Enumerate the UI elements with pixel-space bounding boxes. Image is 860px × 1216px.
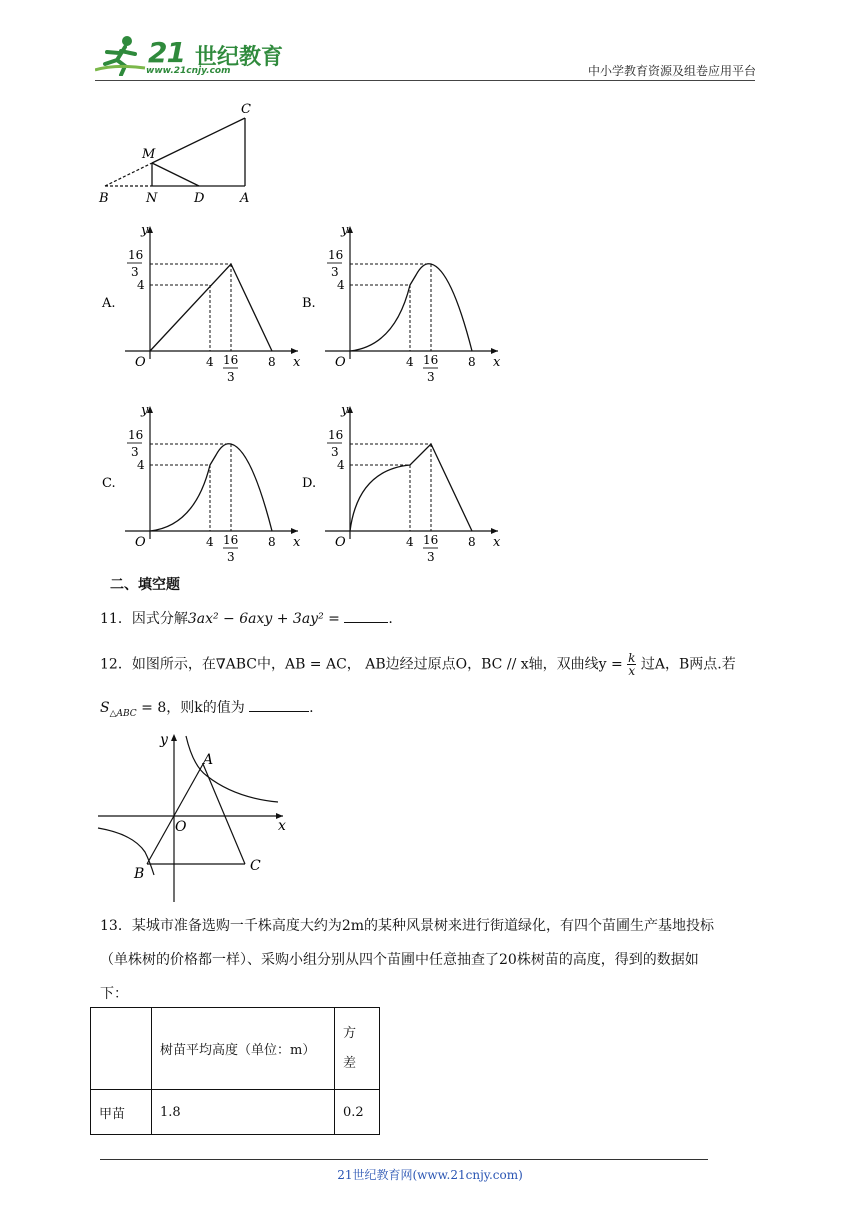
function-curve	[150, 444, 272, 531]
axis-label-y: y	[141, 403, 149, 418]
q12-line1-b: 过A，B两点.若	[640, 656, 736, 673]
q12-frac-den: x	[628, 664, 636, 678]
function-curve	[350, 444, 472, 531]
logo-url: www.21cnjy.com	[146, 66, 231, 76]
x-tick-8: 8	[468, 355, 476, 369]
y-tick-frac-num: 16	[128, 428, 144, 442]
table-cell: 甲苗	[91, 1090, 152, 1135]
label-a: A	[240, 191, 250, 206]
y-tick-4: 4	[337, 458, 345, 472]
table-header-row	[91, 1008, 380, 1090]
y-tick-frac-den: 3	[131, 445, 139, 459]
q12-period: .	[309, 700, 314, 716]
table-cell: 1.8	[152, 1090, 335, 1135]
label-n: N	[146, 191, 158, 206]
y-tick-frac-num: 16	[128, 248, 144, 262]
label-m: M	[142, 147, 156, 162]
figure-hyperbola	[95, 730, 295, 905]
option-letter: C.	[102, 476, 116, 491]
q11-text: 因式分解	[131, 611, 188, 627]
header-divider	[95, 80, 755, 81]
origin-label: O	[135, 355, 146, 370]
y-tick-frac-den: 3	[331, 445, 339, 459]
question-12-line2	[100, 697, 314, 724]
axis-label-x: x	[293, 535, 301, 550]
platform-name: 中小学教育资源及组卷应用平台	[587, 64, 756, 78]
option-a[interactable]	[100, 218, 305, 387]
x-tick-4: 4	[206, 355, 214, 369]
question-12-line1	[100, 652, 736, 677]
y-tick-4: 4	[137, 278, 145, 292]
option-letter: A.	[102, 296, 116, 311]
question-13-line1: 13．某城市准备选购一千株高度大约为2m的某种风景树来进行街道绿化，有四个苗圃生产基地投标	[100, 918, 714, 934]
fig12-label-y: y	[160, 732, 168, 748]
logo-text: 世纪教育	[195, 45, 284, 70]
q12-line2-b: = 8，则k的值为	[141, 700, 245, 716]
x-tick-frac-num: 16	[423, 353, 439, 367]
y-tick-4: 4	[337, 278, 345, 292]
x-tick-frac-den: 3	[427, 550, 435, 563]
header-variance-1: 方	[343, 1025, 357, 1041]
x-tick-8: 8	[268, 535, 276, 549]
x-tick-4: 4	[406, 535, 414, 549]
axis-label-y: y	[141, 223, 149, 238]
q12-s-sub: △ABC	[109, 708, 137, 719]
fig12-label-c: C	[250, 858, 261, 874]
y-tick-frac-den: 3	[331, 265, 339, 279]
footer-divider	[100, 1159, 708, 1160]
y-tick-frac-num: 16	[328, 428, 344, 442]
origin-label: O	[335, 535, 346, 550]
option-c[interactable]	[100, 398, 305, 567]
x-tick-4: 4	[406, 355, 414, 369]
function-curve	[150, 264, 272, 351]
logo-number: 21	[148, 36, 185, 69]
table-row	[91, 1090, 380, 1135]
option-graph	[100, 218, 305, 383]
runner-logo-icon	[95, 34, 150, 76]
q12-line1-a: 12．如图所示，在∇ABC中，AB = AC， AB边经过原点O，BC // x轴，双曲线y =	[100, 656, 623, 673]
y-tick-frac-den: 3	[131, 265, 139, 279]
q12-answer-blank[interactable]	[249, 697, 309, 712]
x-tick-4: 4	[206, 535, 214, 549]
axis-label-y: y	[341, 403, 349, 418]
x-tick-frac-den: 3	[227, 550, 235, 563]
option-graph	[100, 398, 305, 563]
q12-s: S	[100, 700, 110, 716]
table-header-cell: 树苗平均高度（单位：m）	[152, 1008, 335, 1090]
fig12-label-x: x	[278, 818, 286, 834]
question-13-line3: 下：	[100, 986, 128, 1002]
axis-label-x: x	[293, 355, 301, 370]
data-table	[90, 1007, 380, 1135]
footer-text: 21世纪教育网(www.21cnjy.com)	[337, 1168, 523, 1182]
fig12-label-b: B	[134, 866, 145, 882]
table-cell: 0.2	[335, 1090, 380, 1135]
question-13-line2: （单株树的价格都一样）、采购小组分别从四个苗圃中任意抽查了20株树苗的高度，得到的数据如	[100, 952, 699, 968]
q11-expr: 3ax² − 6axy + 3ay² =	[187, 611, 340, 627]
x-tick-8: 8	[468, 535, 476, 549]
x-tick-8: 8	[268, 355, 276, 369]
x-tick-frac-num: 16	[423, 533, 439, 547]
axis-label-y: y	[341, 223, 349, 238]
figure-triangle	[95, 98, 265, 208]
option-letter: D.	[302, 476, 317, 491]
x-tick-frac-den: 3	[227, 370, 235, 383]
q12-frac-num: k	[628, 651, 636, 665]
q12-fraction	[627, 652, 636, 677]
q11-period: .	[388, 611, 393, 627]
fig12-label-a: A	[203, 752, 214, 768]
x-tick-frac-num: 16	[223, 533, 239, 547]
function-curve	[350, 264, 472, 351]
label-d: D	[194, 191, 205, 206]
option-d[interactable]	[300, 398, 505, 567]
option-graph	[300, 218, 505, 383]
axis-label-x: x	[493, 355, 501, 370]
axis-label-x: x	[493, 535, 501, 550]
q11-number: 11．	[100, 611, 132, 627]
y-tick-4: 4	[137, 458, 145, 472]
q11-answer-blank[interactable]	[344, 608, 388, 623]
y-tick-frac-num: 16	[328, 248, 344, 262]
question-11	[100, 608, 393, 629]
option-letter: B.	[302, 296, 316, 311]
origin-label: O	[335, 355, 346, 370]
x-tick-frac-den: 3	[427, 370, 435, 383]
fig12-label-o: O	[175, 819, 187, 835]
origin-label: O	[135, 535, 146, 550]
header-variance-2: 差	[343, 1055, 357, 1071]
option-b[interactable]	[300, 218, 505, 387]
section-title: 二、填空题	[110, 577, 180, 593]
label-b: B	[99, 191, 109, 206]
table-header-cell	[335, 1008, 380, 1090]
option-graph	[300, 398, 505, 563]
x-tick-frac-num: 16	[223, 353, 239, 367]
label-c: C	[241, 102, 251, 117]
table-header-cell	[91, 1008, 152, 1090]
